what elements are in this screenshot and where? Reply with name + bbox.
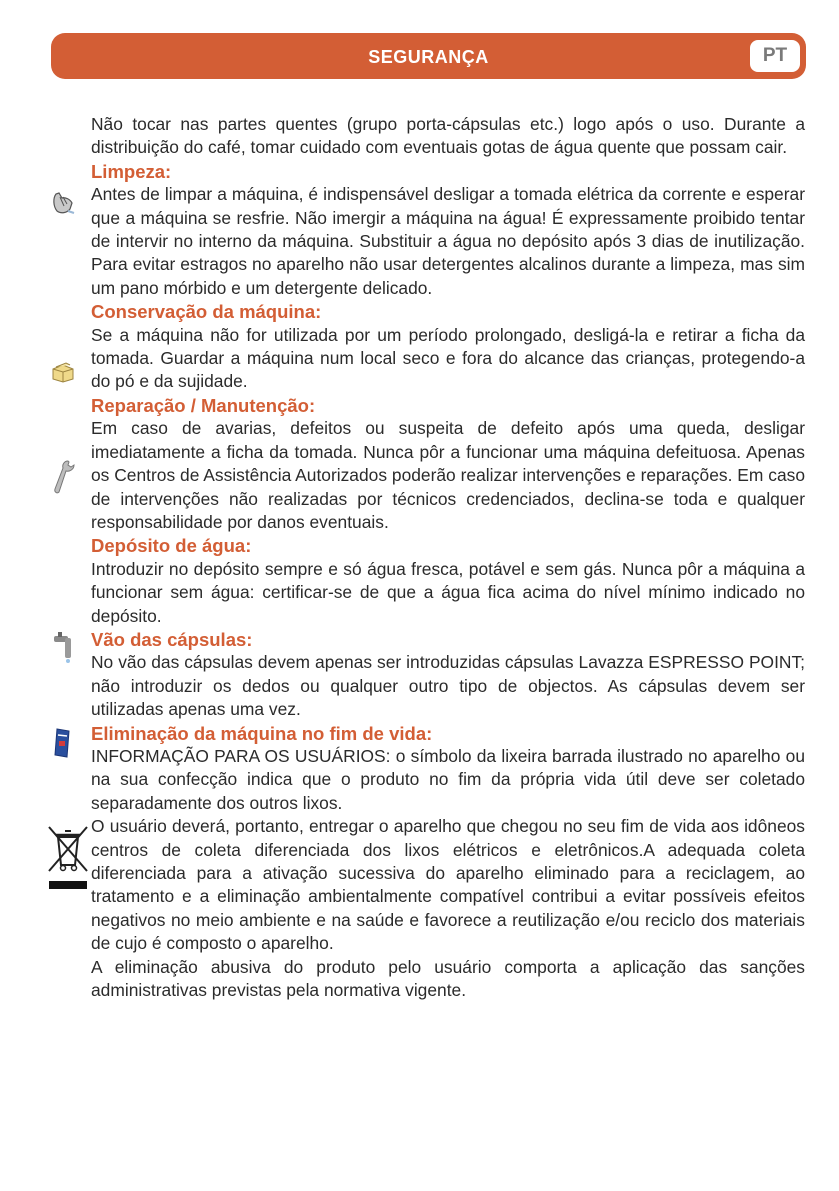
language-badge: PT [750, 40, 800, 72]
cleaning-text: Antes de limpar a máquina, é indispensável desligar a tomada elétrica da corrente e esperar que a máquina se resfrie. Não imergir a máquina na água! É expressamente proibido tentar de intervir no interno da máquina. Substituir a água no depósito após 3 dias de inutilização. Para evitar estragos no aparelho não usar detergentes alcalinos durante a limpeza, mas sim um pano mórbido e um detergente delicado. [91, 184, 805, 298]
capsule-pack-icon [53, 727, 73, 759]
cleaning-hand-icon [50, 191, 76, 215]
disposal-heading: Eliminação da máquina no fim de vida: [91, 722, 433, 744]
capsule-compartment-heading: Vão das cápsulas: [91, 628, 253, 650]
safety-content [91, 113, 805, 1002]
capsule-compartment-text: No vão das cápsulas devem apenas ser introduzidas cápsulas Lavazza ESPRESSO POINT; não introduzir os dedos ou qualquer outro tipo de objectos. As cápsulas devem ser utilizadas apenas uma vez. [91, 652, 805, 720]
disposal-paragraph-1: INFORMAÇÃO PARA OS USUÁRIOS: o símbolo da lixeira barrada ilustrado no aparelho ou na sua confecção indica que o produto no fim da própria vida útil deve ser coletado separadamente dos outros lixos. [91, 745, 805, 813]
disposal-paragraph-2: O usuário deverá, portanto, entregar o aparelho que chegou no seu fim de vida aos idôneos centros de coleta diferenciada dos lixos elétricos e eletrônicos.A adequada coleta diferenciada para a ativação sucessiva do aparelho eliminado para a reciclagem, ao tratamento e a eliminação ambientalmente compatível contribui a evitar possíveis efeitos negativos no meio ambiente e na saúde e favorece a reutilização e/ou reciclo dos materiais de cujo é composto o aparelho. [91, 816, 805, 954]
storage-heading: Conservação da máquina: [91, 301, 322, 323]
repair-heading: Reparação / Manutenção: [91, 394, 316, 416]
repair-text: Em caso de avarias, defeitos ou suspeita de defeito após uma queda, desligar imediatamente a ficha da tomada. Nunca pôr a funcionar uma máquina defeituosa. Apenas os Centros de Assistência Autorizados poderão realizar intervenções e reparações. Em caso de intervenções não realizadas por técnicos credenciados, declina-se toda e qualquer responsabilidade por danos eventuais. [91, 418, 805, 532]
cleaning-heading: Limpeza: [91, 160, 172, 182]
crossed-bin-icon [47, 825, 89, 893]
section-header-bar [51, 33, 806, 79]
storage-text: Se a máquina não for utilizada por um período prolongado, desligá-la e retirar a ficha da tomada. Guardar a máquina num local seco e fora do alcance das crianças, protegendo-a do pó e da sujidade. [91, 324, 805, 392]
water-tank-text: Introduzir no depósito sempre e só água fresca, potável e sem gás. Nunca pôr a máquina a funcionar sem água: certificar-se de que a água fica acima do nível mínimo indicado no depósito. [91, 558, 805, 626]
storage-box-icon [50, 361, 76, 383]
water-tank-heading: Depósito de água: [91, 535, 252, 557]
water-tap-icon [52, 630, 76, 664]
disposal-paragraph-3: A eliminação abusiva do produto pelo usuário comporta a aplicação das sanções administrativas previstas pela normativa vigente. [91, 956, 805, 1001]
page-title: SEGURANÇA [368, 47, 489, 67]
intro-paragraph: Não tocar nas partes quentes (grupo porta-cápsulas etc.) logo após o uso. Durante a distribuição do café, tomar cuidado com eventuais gotas de água quente que possam cair. [91, 114, 805, 158]
wrench-icon [52, 459, 76, 495]
